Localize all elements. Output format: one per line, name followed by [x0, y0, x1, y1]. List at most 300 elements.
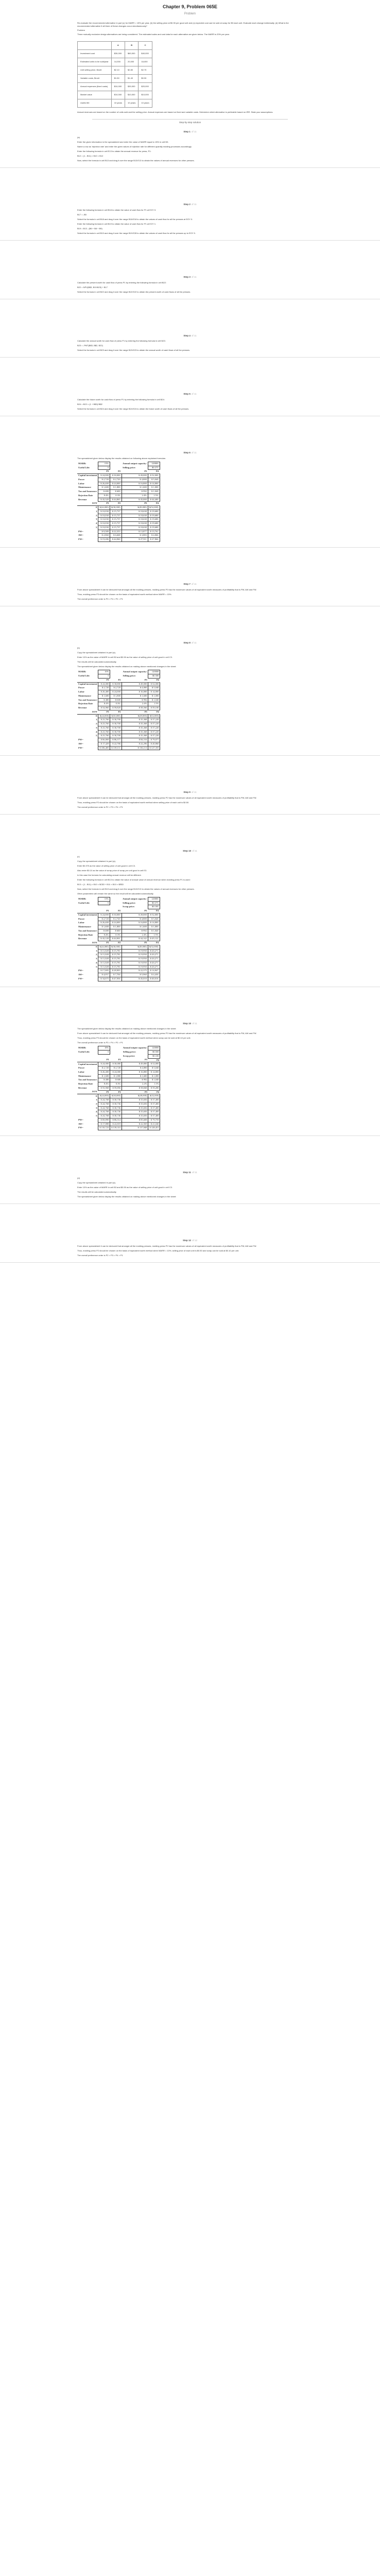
cashflow-value: $ 19,680 [148, 510, 160, 514]
expense-value: $ 30,000 [110, 913, 122, 917]
worth-value: $ 86,514 [110, 1118, 122, 1122]
worth-row [77, 1118, 160, 1122]
marr-value: 10% [98, 670, 110, 674]
expense-value: $ 24,000 [110, 482, 122, 486]
cashflow-value: $ 35,656 [122, 1102, 148, 1106]
column-header [77, 678, 98, 682]
cashflow-header: P4 [148, 710, 160, 714]
spacer [110, 901, 122, 905]
column-header: P3 [122, 678, 148, 682]
step-title: Step 2 [183, 203, 191, 206]
marr-label: MARR: [78, 462, 87, 465]
expense-value: $ 14,800 [148, 921, 160, 925]
expense-value: $ 1,600 [98, 486, 110, 490]
column-header: P1 [98, 470, 110, 474]
table-row [78, 66, 152, 74]
formula-line: B13 = (1 - B11) × B10 × $C$3 + B11 × B10 × $E$3 [77, 883, 124, 886]
cashflow-header-row [77, 1090, 160, 1094]
column-header: P3 [122, 470, 148, 474]
step-heading [77, 130, 303, 134]
formula-line: B19 = B13 - (B6 + B8 + B9) [77, 227, 102, 230]
column-header-row [77, 470, 160, 474]
step-section [77, 1167, 303, 1198]
intro-line: Three mutually exclusive design alternatives are being considered. The estimated sales and cost data for each alternative are given below. The MARR is 20% per year. [77, 32, 230, 36]
cashflow-row [77, 526, 160, 530]
table-cell: $60,000 [125, 49, 139, 58]
row-label: Variable costs, $/unit [78, 74, 112, 82]
worth-value: $ 34,675 [98, 977, 110, 981]
step-text: In this case the formula for calculating annual revenue will be different. [77, 873, 142, 876]
column-header: P1 [98, 909, 110, 913]
spacer [110, 670, 122, 674]
sheet-header-row [77, 462, 160, 466]
cashflow-header: P1 [98, 710, 110, 714]
expense-value: $ 26,400 [98, 921, 110, 925]
cashflow-value: $ 20,271 [148, 953, 160, 957]
cashflow-value: $ 10,030 [98, 526, 110, 530]
cashflow-value: $ 35,656 [122, 1106, 148, 1110]
row-value: 0.3% [110, 702, 122, 706]
table-cell: $40,000 [139, 49, 152, 58]
worth-value: $ 21,040 [148, 1122, 160, 1126]
row-value: 1.5% [148, 933, 160, 937]
cashflow-value: $ 35,368 [122, 730, 148, 734]
row-label: Revenue [78, 706, 87, 709]
expense-value: $ 1,800 [110, 486, 122, 490]
expense-value: $ 52,000 [148, 474, 160, 478]
cashflow-value: $ 23,760 [98, 722, 110, 726]
cashflow-value: $(30,000) [110, 1094, 122, 1098]
eoy-cell: 1 [96, 718, 97, 721]
cashflow-row [77, 518, 160, 522]
expense-value: $ 14,800 [148, 482, 160, 486]
expense-value: $ 24,000 [98, 682, 110, 686]
cashflow-value: $ 30,736 [110, 1102, 122, 1106]
step-text: Copy the spreadsheet obtained in part (a). [77, 1181, 116, 1184]
expense-row [77, 921, 160, 925]
expense-row [77, 490, 160, 494]
spacer [77, 905, 98, 909]
table-cell: $20,000 [139, 82, 152, 91]
step-heading [77, 1022, 303, 1026]
chapter-title: Chapter 9, Problem 065E [162, 4, 218, 9]
row-label: Useful life [78, 99, 112, 107]
expense-value: $ 1,600 [122, 1074, 148, 1078]
life-value: 5 [98, 466, 110, 470]
cashflow-value: $ 24,768 [98, 1102, 110, 1106]
capacity-value: 120000 [148, 670, 160, 674]
spreadsheet [77, 670, 160, 750]
row-value: $ 43,320 [98, 498, 110, 502]
table-row [78, 58, 152, 66]
table-cell: $10,000 [111, 82, 125, 91]
cashflow-value: $ 15,737 [110, 522, 122, 526]
worth-label: AW= [78, 742, 83, 745]
cashflow-value: $ 37,220 [148, 722, 160, 726]
worth-label: PW= [78, 738, 83, 741]
worth-value: $ 27,866 [148, 538, 160, 542]
capacity-label: Annual output capacity: [123, 670, 147, 673]
step-count: of 11 [192, 850, 197, 852]
expense-value: $ 16,800 [122, 1070, 148, 1074]
expense-label: Tax and Insurance [78, 490, 97, 493]
step-title: Step 8 [183, 641, 191, 644]
cashflow-value: $ 11,028 [98, 965, 110, 969]
cashflow-value: $ 15,737 [110, 518, 122, 522]
worth-label: AW= [78, 973, 83, 976]
column-header [77, 1058, 98, 1062]
revenue-row [77, 498, 160, 502]
cashflow-value: $(52,000) [148, 714, 160, 718]
cashflow-value: $ 19,680 [148, 522, 160, 526]
worth-label: AW= [78, 534, 83, 537]
life-value: 5 [98, 1050, 110, 1055]
spreadsheet [77, 897, 160, 981]
cashflow-header: P2 [110, 502, 122, 506]
expense-value: $ 26,400 [98, 690, 110, 694]
column-header-row [77, 678, 160, 682]
row-value: 2.4% [122, 494, 148, 498]
expense-value: $ 24,000 [98, 474, 110, 478]
expense-value: $ 992 [122, 490, 148, 494]
step-section [77, 1018, 303, 1131]
cashflow-value: $ 19,680 [148, 526, 160, 530]
cashflow-value: $ 35,656 [122, 1098, 148, 1103]
expense-row [77, 1074, 160, 1078]
worth-row [77, 977, 160, 981]
cashflow-value: $ 10,030 [98, 510, 110, 514]
eoy-cell: 5 [96, 526, 97, 529]
cashflow-row [77, 730, 160, 734]
cashflow-value: $(49,000) [122, 506, 148, 510]
cashflow-header-row [77, 941, 160, 945]
expense-row [77, 690, 160, 694]
column-header: P2 [110, 678, 122, 682]
step-spacer [0, 167, 380, 199]
expense-value: $ 30,000 [110, 474, 122, 478]
step-text: Now, select the formula in cell B13 and drag it over the range B13:E13 to obtain the values of annual revenues for other presses. [77, 887, 195, 890]
cashflow-value: $(30,000) [110, 506, 122, 510]
cashflow-value: $ 37,400 [148, 1110, 160, 1114]
cashflow-value: $ 10,030 [98, 514, 110, 518]
table-cell: 10 years [125, 99, 139, 107]
step-text: Select the formula in cell B18 and drag it over the range B18:E18 to obtain the values of cash flow for all the presses at EOY 0. [77, 217, 193, 221]
cashflow-value: $ 30,736 [110, 1114, 122, 1118]
cashflow-header: P2 [110, 941, 122, 945]
table-cell: $10,000 [139, 91, 152, 99]
worth-value: $ 106,405 [98, 746, 110, 750]
expense-label: Tax and Insurance [78, 929, 97, 932]
expense-row [77, 1070, 160, 1074]
row-value: 1.5% [148, 494, 160, 498]
cashflow-value: $ 15,781 [110, 961, 122, 965]
cashflow-value: $ 15,781 [110, 965, 122, 969]
cashflow-value: $ 11,028 [98, 961, 110, 965]
step-text: The results will be calculated automatically. [77, 1190, 117, 1193]
step-count: of 11 [191, 393, 197, 396]
worth-row [77, 738, 160, 742]
spacer [110, 462, 122, 466]
worth-value: $ 4,057 [98, 973, 110, 977]
step-section [77, 272, 303, 294]
cashflow-value: $ 20,271 [148, 965, 160, 969]
cashflow-value: $ 37,220 [148, 730, 160, 734]
step-count: of 11 [191, 334, 197, 337]
cashflow-row [77, 1114, 160, 1118]
expense-value: $ 26,400 [98, 482, 110, 486]
row-value: 8.4% [98, 1082, 110, 1087]
expense-value: $ 30,000 [110, 682, 122, 686]
rejection-row [77, 1082, 160, 1087]
intro-line: Re-evaluate the recommended alternative in part (c) for MARR = 15% per year, (b) the selling price at $0.35 per good unit and (c) expected cost can be sold at scrap for $0 each unit. Evaluate each change individually. (d) What is the recommended alternative if all three of these changes occur simultaneously? [77, 21, 289, 27]
expense-value: $ 1,800 [110, 694, 122, 698]
cashflow-header: P1 [98, 941, 110, 945]
expense-value: $ 16,800 [122, 690, 148, 694]
row-value: $ 45,122 [148, 937, 160, 941]
expense-value: $ 16,800 [122, 921, 148, 925]
worth-value: $ 45,010 [122, 977, 148, 981]
cashflow-row [77, 506, 160, 510]
step-heading [77, 791, 303, 794]
row-value: 0.3% [110, 1082, 122, 1087]
cashflow-value: $ 35,368 [122, 722, 148, 726]
problem-note: Annual revenues are based on the number of units sold and the selling price. Annual expenses are based on fixed and variable costs. Determine which alternative is preferable based on IRR. State your assumptions. [77, 110, 273, 113]
worth-value: $ 136,113 [122, 746, 148, 750]
worth-value: $ 22,569 [122, 1122, 148, 1126]
expense-value: $ 480 [98, 698, 110, 702]
expense-label: Capital investment [78, 1062, 97, 1065]
table-cell: $1.40 [125, 74, 139, 82]
expense-value: $ 24,000 [98, 1062, 110, 1066]
cashflow-value: $ 37,220 [148, 726, 160, 730]
expense-value: $ 480 [98, 929, 110, 933]
table-cell: $1.50 [111, 74, 125, 82]
step-spacer [0, 987, 380, 1018]
expense-value: $ 24,000 [110, 690, 122, 694]
step-text: Also enter $0.10 as the value of scrap price of scrap per unit good in cell E3. [77, 869, 147, 872]
cashflow-value: $(52,000) [148, 945, 160, 949]
eoy-cell: 2 [96, 953, 97, 956]
cashflow-value: $ 20,271 [148, 957, 160, 961]
sheet-header-row [77, 1046, 160, 1050]
eoy-cell: 2 [96, 722, 97, 725]
cashflow-value: $ 23,760 [98, 718, 110, 722]
row-value: 2.4% [122, 1082, 148, 1087]
sheet-header-row [77, 670, 160, 674]
step-text: The overall preference order is P2 > P3 > P4 > P1 [77, 1253, 123, 1257]
row-value: 1.5% [148, 1082, 160, 1087]
expense-value: $ 1,600 [122, 925, 148, 929]
cashflow-value: $(49,000) [122, 714, 148, 718]
step-spacer [0, 1136, 380, 1167]
step-text: Calculate the future worth for cash flow of press P1 by entering the following formula in cell B24: [77, 398, 165, 401]
expense-value: $ 600 [110, 490, 122, 494]
table-cell: $2.80 [125, 66, 139, 74]
step-heading [77, 451, 303, 455]
cashflow-value: $ 37,400 [148, 1102, 160, 1106]
worth-label: PW= [78, 1118, 83, 1121]
step-section [77, 637, 303, 751]
worth-value: $ 20,860 [148, 742, 160, 746]
worth-value: $ 2,860 [98, 534, 110, 538]
cashflow-value: $ 35,656 [122, 1110, 148, 1114]
step-count: of 11 [192, 1171, 197, 1174]
expense-value: $ 14,800 [148, 1070, 160, 1074]
column-header: P2 [110, 470, 122, 474]
expense-label: Labor [78, 1070, 85, 1073]
row-label: Rejection Rate [78, 494, 93, 497]
expense-label: Capital investment [78, 913, 97, 916]
expense-value: $ 1,800 [110, 1074, 122, 1078]
worth-value: $ 40,016 [148, 977, 160, 981]
step-text: Thus, molding press P3 should be chosen on the basis of equivalent worth method when MARR = 15%. [77, 592, 172, 596]
capacity-label: Annual output capacity: [123, 1046, 147, 1049]
cashflow-value: $ 11,028 [98, 957, 110, 961]
table-cell: 20,000 [125, 58, 139, 66]
expense-value: $ 49,000 [122, 474, 148, 478]
step-text: Copy the spreadsheet obtained in part (a). [77, 651, 116, 654]
cashflow-value: $ 35,656 [122, 1114, 148, 1118]
worth-row [77, 973, 160, 977]
cashflow-row [77, 726, 160, 730]
step-title: Step 6 [183, 451, 191, 454]
scrap-value: $0.100 [148, 905, 160, 909]
cashflow-value: $ 30,736 [110, 1110, 122, 1114]
cashflow-value: $ 37,400 [148, 1114, 160, 1118]
expense-label: Maintenance [78, 694, 91, 697]
cashflow-row [77, 945, 160, 949]
step-text: The results will be calculated automatically. [77, 660, 117, 664]
worth-value: $ 69,890 [98, 1118, 110, 1122]
column-header: P2 [110, 909, 122, 913]
worth-value: $ 17,005 [98, 969, 110, 973]
step-section [77, 579, 303, 601]
cashflow-header: P3 [122, 710, 148, 714]
step-title: Step 10 [183, 1022, 192, 1025]
cashflow-row [77, 718, 160, 722]
spacer [77, 1054, 98, 1058]
expense-label: Capital investment [78, 474, 97, 477]
cashflow-value: $(52,000) [148, 1094, 160, 1098]
row-value: $ 58,560 [122, 706, 148, 710]
step-text: Enter 10% as the value of MARR in cell B3 and $0.50 as the value of selling price of unit good in cell C3. [77, 656, 172, 659]
step-heading [77, 1171, 303, 1175]
eoy-cell: 3 [96, 1106, 97, 1109]
row-label: Unit selling price, $/unit [78, 66, 112, 74]
cashflow-value: $ 19,950 [122, 961, 148, 965]
alternatives-table [77, 41, 152, 108]
capacity-value: 120000 [148, 1046, 160, 1050]
expense-label: Labor [78, 921, 85, 924]
cashflow-row [77, 1102, 160, 1106]
worth-value: $ 66,069 [98, 738, 110, 742]
expense-value: $ 4,800 [122, 1066, 148, 1071]
cashflow-value: $ 37,400 [148, 1098, 160, 1103]
expense-label: Capital investment [78, 682, 97, 685]
expense-row [77, 694, 160, 698]
cashflow-row [77, 522, 160, 526]
worth-value: $ 22,296 [122, 742, 148, 746]
cashflow-value: $ 30,736 [110, 1106, 122, 1110]
spacer [110, 1054, 122, 1058]
sheet-header-row [77, 901, 160, 905]
cashflow-header: P1 [98, 502, 110, 506]
expense-row [77, 474, 160, 478]
expense-value: $ 14,800 [148, 690, 160, 694]
row-label: Market value [78, 91, 112, 99]
column-header: P4 [148, 678, 160, 682]
cashflow-value: $ 35,368 [122, 734, 148, 738]
step-text: The spreadsheet given below display the results obtained on making above mentioned changes in the sheet: [77, 1027, 177, 1030]
cashflow-value: $(24,000) [98, 1094, 110, 1098]
marr-value: 15% [98, 897, 110, 901]
expense-value: $ 24,000 [110, 1070, 122, 1074]
step-section [77, 388, 303, 411]
expense-value: $ 5,040 [148, 917, 160, 921]
table-header-row [78, 41, 152, 49]
worth-value: $ 137,848 [122, 1126, 148, 1130]
cashflow-value: $ 19,950 [122, 965, 148, 969]
table-cell: 10 years [139, 99, 152, 107]
expense-label: Power [78, 478, 85, 481]
eoy-cell: 5 [96, 734, 97, 737]
expense-value: $ 2,720 [110, 1066, 122, 1071]
spreadsheet [77, 1046, 160, 1130]
step-text: Thus, molding press P2 should be chosen on the basis of equivalent worth method when selling price of each unit is $0.50. [77, 801, 189, 804]
cashflow-value: $ 15,781 [110, 953, 122, 957]
expense-label: Tax and Insurance [78, 1078, 97, 1081]
cashflow-value: $ 24,768 [98, 1098, 110, 1103]
worth-value: $ 4,430 [148, 973, 160, 977]
cashflow-value: $ 35,368 [122, 718, 148, 722]
expense-value: $ 16,800 [122, 482, 148, 486]
expense-label: Labor [78, 690, 85, 693]
step-text: Name a row as 'rejection rate' and enter the given values of rejection rate for different quantity molding processes accordingly. [77, 145, 192, 148]
worth-value: $ 27,911 [122, 538, 148, 542]
expense-value: $ 5,040 [148, 1066, 160, 1071]
expense-label: Tax and Insurance [78, 698, 97, 701]
step-title: Step 11 [183, 1171, 192, 1174]
header [0, 0, 380, 16]
row-value: $ 59,100 [148, 706, 160, 710]
cashflow-value: $ 19,950 [122, 949, 148, 953]
expense-row [77, 913, 160, 917]
worth-value: $ 22,375 [122, 969, 148, 973]
step-title: Step 9 [183, 791, 191, 794]
step-title: Step 5 [183, 393, 191, 396]
cashflow-row [77, 961, 160, 965]
alternatives-table-body [78, 49, 152, 107]
sheet-header-row [77, 674, 160, 679]
eoy-cell: 1 [96, 510, 97, 513]
step-title: Step 12 [182, 1239, 191, 1242]
worth-value: $ 3,883 [122, 534, 148, 538]
step-text: Calculate the present worth for cash flow of press P1 by entering the following formula in cell B22: [77, 281, 166, 284]
cashflow-header: EOY [77, 1090, 98, 1094]
expense-value: $ 4,800 [122, 478, 148, 482]
expense-value: $ 2,720 [110, 917, 122, 921]
worth-value: $ 84,516 [122, 738, 148, 742]
cashflow-value: $(52,000) [148, 506, 160, 510]
table-header-cell: A [111, 41, 125, 49]
step-count: of 11 [191, 451, 197, 454]
row-value: 8.4% [98, 933, 110, 937]
worth-value: $ 22,353 [110, 530, 122, 534]
row-value: $ 44,142 [122, 937, 148, 941]
capacity-value: 120000 [148, 462, 160, 466]
cashflow-value: $ 18,638 [122, 526, 148, 530]
expense-label: Labor [78, 482, 85, 485]
